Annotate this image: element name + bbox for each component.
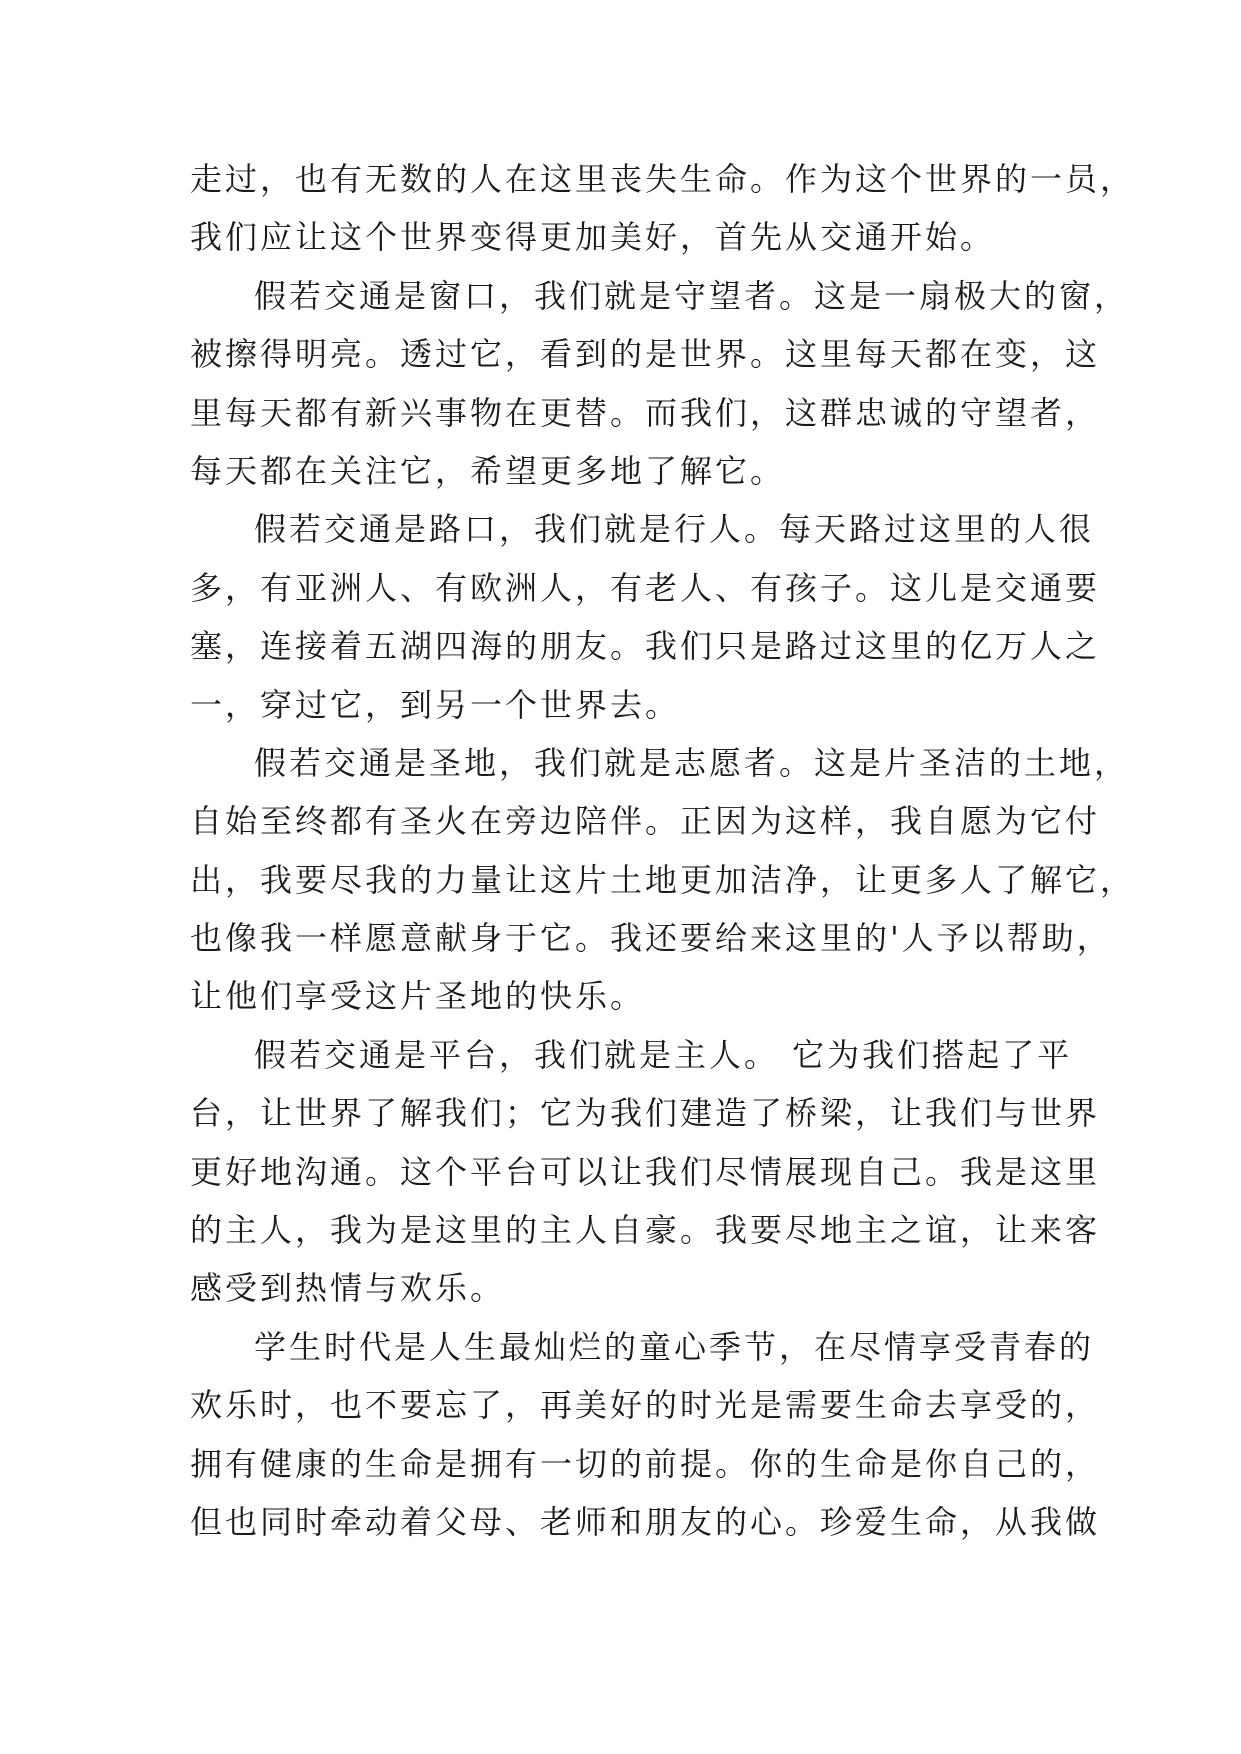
text-line: 感受到热情与欢乐。 — [190, 1269, 506, 1308]
paragraph-first-line: 假若交通是圣地，我们就是志愿者。这是片圣洁的土地， — [254, 743, 1130, 782]
document-page — [190, 150, 1136, 1551]
text-line: 塞，连接着五湖四海的朋友。我们只是路过这里的亿万人之 — [190, 627, 1101, 666]
text-line: 被擦得明亮。透过它，看到的是世界。这里每天都在变，这 — [190, 335, 1101, 374]
text-line: 出，我要尽我的力量让这片土地更加洁净，让更多人了解它， — [190, 860, 1136, 899]
text-line: 多，有亚洲人、有欧洲人，有老人、有孩子。这儿是交通要 — [190, 568, 1101, 607]
text-line: 走过，也有无数的人在这里丧失生命。作为这个世界的一员， — [190, 160, 1136, 198]
text-line: 每天都在关注它，希望更多地了解它。 — [190, 451, 786, 490]
paragraph-first-line: 假若交通是平台，我们就是主人。 它为我们搭起了平 — [254, 1035, 1073, 1074]
text-line: 更好地沟通。这个平台可以让我们尽情展现自己。我是这里 — [190, 1152, 1101, 1191]
text-line: 也像我一样愿意献身于它。我还要给来这里的'人予以帮助， — [190, 919, 1112, 958]
paragraph-first-line: 假若交通是窗口，我们就是守望者。这是一扇极大的窗， — [254, 276, 1130, 315]
text-line: 拥有健康的生命是拥有一切的前提。你的生命是你自己的， — [190, 1444, 1101, 1483]
paragraph-first-line: 学生时代是人生最灿烂的童心季节，在尽情享受青春的 — [254, 1327, 1095, 1366]
text-line: 里每天都有新兴事物在更替。而我们，这群忠诚的守望者， — [190, 393, 1101, 432]
paragraph-first-line: 假若交通是路口，我们就是行人。每天路过这里的人很 — [254, 510, 1095, 549]
text-line: 欢乐时，也不要忘了，再美好的时光是需要生命去享受的， — [190, 1386, 1101, 1425]
text-line: 一，穿过它，到另一个世界去。 — [190, 685, 681, 724]
text-line: 让他们享受这片圣地的快乐。 — [190, 977, 646, 1016]
text-line: 台，让世界了解我们；它为我们建造了桥梁，让我们与世界 — [190, 1094, 1101, 1133]
text-line: 但也同时牵动着父母、老师和朋友的心。珍爱生命，从我做 — [190, 1502, 1101, 1541]
text-line: 的主人，我为是这里的主人自豪。我要尽地主之谊，让来客 — [190, 1211, 1101, 1250]
text-line: 我们应让这个世界变得更加美好，首先从交通开始。 — [190, 218, 996, 257]
text-line: 自始至终都有圣火在旁边陪伴。正因为这样，我自愿为它付 — [190, 802, 1101, 841]
